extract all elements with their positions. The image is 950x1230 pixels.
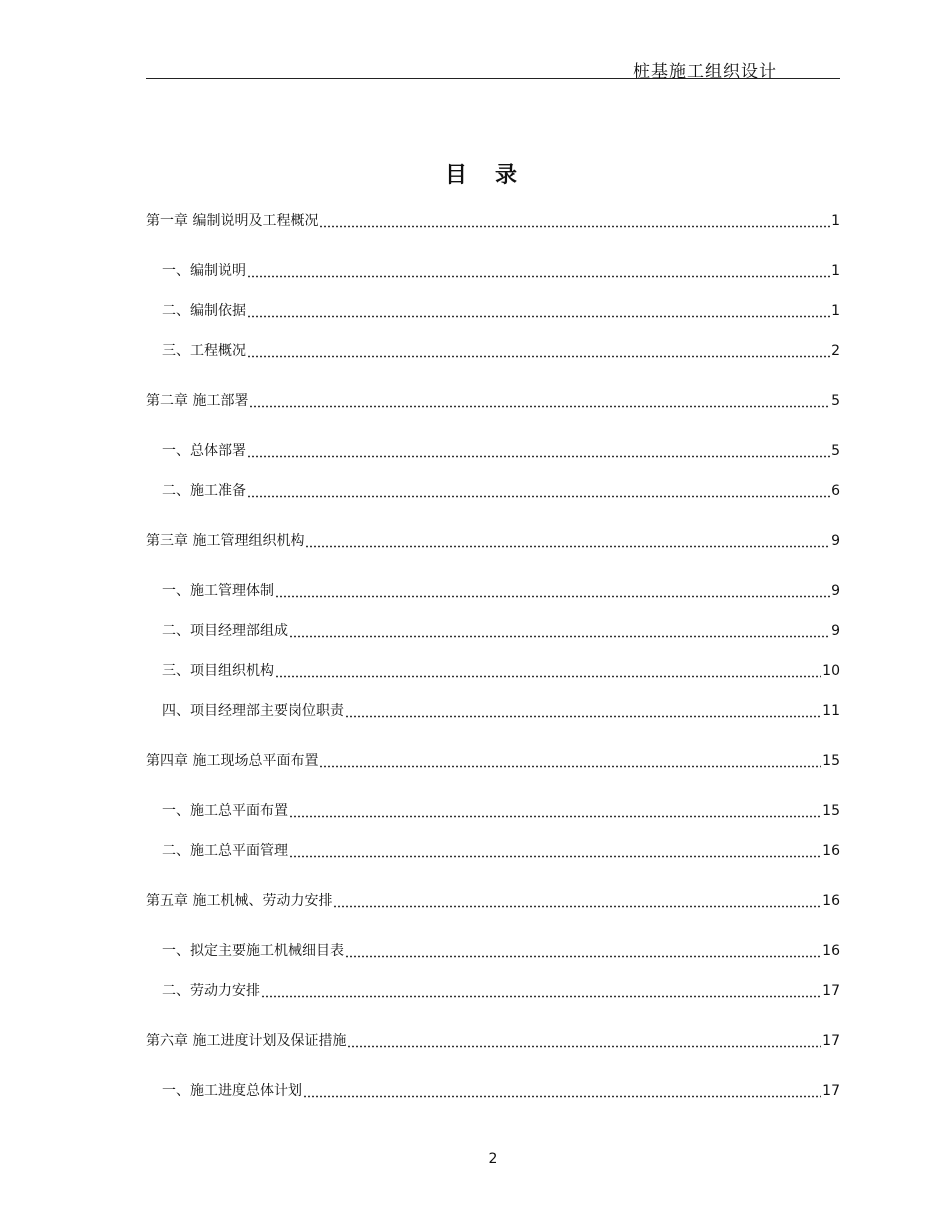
- toc-chapter-entry[interactable]: [146, 889, 840, 913]
- toc-entry-page: 2: [831, 343, 840, 359]
- toc-dot-leader: [289, 622, 830, 638]
- header-rule: [146, 78, 840, 79]
- toc-section-entry[interactable]: [146, 939, 840, 963]
- toc-entry-title: 第六章 施工进度计划及保证措施: [146, 1033, 347, 1049]
- toc-dot-leader: [247, 262, 830, 278]
- table-of-contents: [146, 209, 840, 1103]
- toc-entry-page: 5: [831, 393, 840, 409]
- toc-dot-leader: [247, 482, 830, 498]
- toc-chapter-entry[interactable]: [146, 529, 840, 553]
- toc-entry-page: 17: [822, 1083, 840, 1099]
- toc-dot-leader: [305, 532, 830, 548]
- toc-entry-page: 9: [831, 533, 840, 549]
- toc-entry-page: 6: [831, 483, 840, 499]
- toc-entry-page: 16: [822, 893, 840, 909]
- toc-dot-leader: [289, 802, 821, 818]
- toc-entry-page: 1: [831, 213, 840, 229]
- toc-section-entry[interactable]: [146, 299, 840, 323]
- toc-entry-title: 第三章 施工管理组织机构: [146, 533, 305, 549]
- toc-entry-title: 一、施工进度总体计划: [162, 1083, 302, 1099]
- toc-dot-leader: [345, 702, 821, 718]
- page-title: 目录: [444, 163, 545, 188]
- toc-entry-title: 第五章 施工机械、劳动力安排: [146, 893, 333, 909]
- toc-dot-leader: [319, 212, 830, 228]
- toc-entry-page: 9: [831, 623, 840, 639]
- toc-entry-title: 二、劳动力安排: [162, 983, 260, 999]
- toc-dot-leader: [275, 582, 830, 598]
- toc-entry-page: 17: [822, 1033, 840, 1049]
- toc-dot-leader: [247, 342, 830, 358]
- toc-entry-title: 一、施工管理体制: [162, 583, 274, 599]
- toc-dot-leader: [289, 842, 821, 858]
- toc-section-entry[interactable]: [146, 839, 840, 863]
- toc-section-entry[interactable]: [146, 619, 840, 643]
- toc-entry-title: 四、项目经理部主要岗位职责: [162, 703, 344, 719]
- toc-entry-page: 10: [822, 663, 840, 679]
- toc-entry-page: 1: [831, 263, 840, 279]
- toc-chapter-entry[interactable]: [146, 389, 840, 413]
- toc-chapter-entry[interactable]: [146, 209, 840, 233]
- toc-section-entry[interactable]: [146, 799, 840, 823]
- toc-entry-title: 一、拟定主要施工机械细目表: [162, 943, 344, 959]
- toc-dot-leader: [345, 942, 821, 958]
- toc-section-entry[interactable]: [146, 979, 840, 1003]
- toc-entry-title: 一、编制说明: [162, 263, 246, 279]
- toc-entry-title: 第四章 施工现场总平面布置: [146, 753, 319, 769]
- toc-entry-title: 三、项目组织机构: [162, 663, 274, 679]
- toc-section-entry[interactable]: [146, 659, 840, 683]
- toc-entry-title: 三、工程概况: [162, 343, 246, 359]
- toc-entry-page: 5: [831, 443, 840, 459]
- toc-dot-leader: [275, 662, 821, 678]
- toc-entry-title: 二、编制依据: [162, 303, 246, 319]
- toc-dot-leader: [303, 1082, 821, 1098]
- toc-entry-title: 二、施工准备: [162, 483, 246, 499]
- toc-entry-page: 17: [822, 983, 840, 999]
- toc-chapter-entry[interactable]: [146, 749, 840, 773]
- toc-dot-leader: [333, 892, 821, 908]
- toc-entry-page: 15: [822, 803, 840, 819]
- toc-entry-page: 11: [822, 703, 840, 719]
- page-number: 2: [488, 1151, 498, 1167]
- toc-dot-leader: [247, 442, 830, 458]
- toc-section-entry[interactable]: [146, 339, 840, 363]
- toc-section-entry[interactable]: [146, 579, 840, 603]
- toc-dot-leader: [319, 752, 821, 768]
- toc-entry-page: 9: [831, 583, 840, 599]
- toc-section-entry[interactable]: [146, 439, 840, 463]
- toc-entry-title: 第二章 施工部署: [146, 393, 249, 409]
- toc-dot-leader: [249, 392, 830, 408]
- toc-section-entry[interactable]: [146, 479, 840, 503]
- toc-dot-leader: [261, 982, 821, 998]
- toc-entry-title: 二、施工总平面管理: [162, 843, 288, 859]
- toc-entry-title: 二、项目经理部组成: [162, 623, 288, 639]
- page-header-title: 桩基施工组织设计: [633, 62, 777, 82]
- toc-entry-page: 16: [822, 943, 840, 959]
- toc-section-entry[interactable]: [146, 259, 840, 283]
- toc-section-entry[interactable]: [146, 699, 840, 723]
- toc-entry-title: 一、施工总平面布置: [162, 803, 288, 819]
- toc-dot-leader: [247, 302, 830, 318]
- toc-dot-leader: [347, 1032, 821, 1048]
- toc-section-entry[interactable]: [146, 1079, 840, 1103]
- toc-entry-page: 1: [831, 303, 840, 319]
- toc-entry-title: 一、总体部署: [162, 443, 246, 459]
- toc-entry-title: 第一章 编制说明及工程概况: [146, 213, 319, 229]
- toc-entry-page: 16: [822, 843, 840, 859]
- toc-entry-page: 15: [822, 753, 840, 769]
- toc-chapter-entry[interactable]: [146, 1029, 840, 1053]
